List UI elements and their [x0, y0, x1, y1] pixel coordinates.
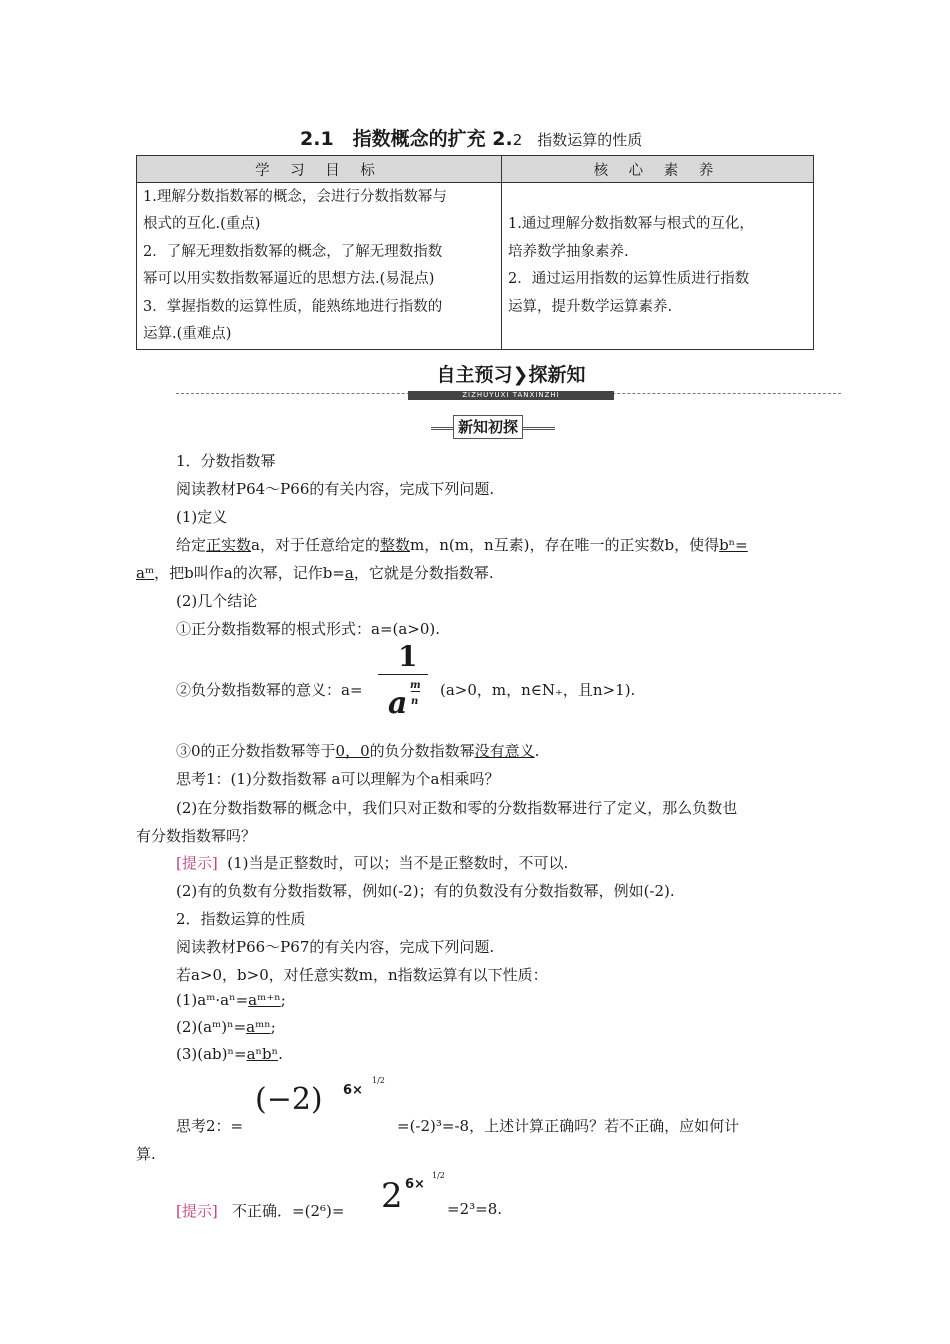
answer-base: 2 — [381, 1176, 403, 1216]
definition-line-2 — [136, 562, 494, 583]
blank-answer: bⁿ= — [719, 536, 748, 554]
text: ; — [280, 991, 286, 1009]
goal-line: 3．掌握指数的运算性质，能熟练地进行指数的 — [143, 298, 443, 315]
hint-1-part-2: (2)有的负数有分数指数幂，例如(-2)；有的负数没有分数指数幂，例如(-2). — [176, 882, 675, 900]
text: ，把b叫作a的次幂，记作b= — [154, 564, 345, 582]
property-1 — [176, 991, 286, 1009]
s1-conc-heading: (2)几个结论 — [176, 592, 258, 610]
think-1-part-2: (2)在分数指数幂的概念中，我们只对正数和零的分数指数幂进行了定义，那么负数也 — [176, 799, 738, 817]
answer-exponent: 6× — [405, 1177, 425, 1192]
answer-result: =2³=8. — [447, 1200, 503, 1218]
subsection-label — [431, 415, 555, 439]
think-2-label: 思考2：= — [176, 1117, 244, 1135]
fraction-formula — [378, 640, 428, 724]
blank-answer: 整数 — [379, 536, 410, 554]
text: . — [534, 742, 540, 760]
s1-read: 阅读教材P64～P66的有关内容，完成下列问题. — [176, 480, 495, 498]
exponent-m: m — [410, 680, 421, 691]
conclusion-1: ①正分数指数幂的根式形式：a=(a>0). — [176, 620, 441, 638]
text: (1)aᵐ·aⁿ= — [176, 991, 249, 1009]
power-exponent: 6× — [343, 1083, 363, 1098]
blank-answer: aᵐ⁺ⁿ — [248, 991, 281, 1009]
exponent-bar — [411, 691, 420, 692]
section-banner — [176, 360, 841, 400]
text: a，对于任意给定的 — [251, 536, 380, 554]
fraction-bar — [378, 674, 428, 675]
conclusion-2-cond: (a>0，m，n∈N₊，且n>1). — [440, 681, 636, 699]
text: . — [278, 1045, 283, 1063]
conclusion-3 — [176, 740, 539, 761]
goal-line: 运算.(重难点) — [143, 326, 232, 342]
goals-table — [136, 155, 814, 350]
fraction-numerator: 1 — [398, 640, 418, 673]
hint-text: (1)当是正整数时，可以；当不是正整数时，不可以. — [227, 854, 569, 872]
hint-1 — [176, 852, 568, 873]
text: m，n(m，n互素)，存在唯一的正实数b，使得 — [410, 536, 720, 554]
think-1: 思考1：(1)分数指数幂 a可以理解为个a相乘吗？ — [176, 770, 500, 788]
literacy-cell — [502, 183, 814, 350]
subsection-text: 新知初探 — [453, 415, 523, 439]
goals-cell — [137, 183, 502, 350]
text: ③0的正分数指数幂等于 — [176, 742, 336, 760]
hint-label: [提示] — [176, 854, 218, 872]
text: (2)(aᵐ)ⁿ= — [176, 1018, 247, 1036]
conclusion-2-text: ②负分数指数幂的意义：a= — [176, 681, 363, 699]
blank-answer: aᵐⁿ — [246, 1018, 271, 1036]
text: ; — [270, 1018, 276, 1036]
blank-answer: 0，0 — [335, 742, 370, 760]
s2-read: 阅读教材P66～P67的有关内容，完成下列问题. — [176, 938, 495, 956]
think-2-text: =(-2)³=-8，上述计算正确吗？若不正确，应如何计 — [397, 1117, 740, 1135]
think-2-cont: 算. — [136, 1145, 156, 1163]
text: ，它就是分数指数幂. — [353, 564, 494, 582]
text: (3)(ab)ⁿ= — [176, 1045, 247, 1063]
goals-header: 学 习 目 标 — [137, 156, 502, 183]
literacy-header: 核 心 素 养 — [502, 156, 814, 183]
blank-answer: 正实数 — [206, 536, 252, 554]
answer-exponent-fraction: 1/2 — [432, 1171, 445, 1180]
s1-heading: 1．分数指数幂 — [176, 452, 276, 470]
hint-label: [提示] — [176, 1202, 218, 1220]
power-exponent-fraction: 1/2 — [372, 1076, 385, 1085]
literacy-line: 1.通过理解分数指数幂与根式的互化， — [508, 216, 754, 232]
goal-line: 根式的互化.(重点) — [143, 216, 261, 232]
blank-answer: 没有意义 — [474, 742, 535, 760]
title-main: 2.1 指数概念的扩充 2. — [300, 128, 513, 150]
hint-text: 不正确．=(2⁶)= — [232, 1202, 345, 1220]
property-2 — [176, 1018, 276, 1036]
s2-condition: 若a>0，b>0，对任意实数m，n指数运算有以下性质： — [176, 966, 548, 984]
s1-def-heading: (1)定义 — [176, 508, 228, 526]
goal-line: 1.理解分数指数幂的概念，会进行分数指数幂与 — [143, 188, 447, 205]
page-title — [300, 124, 642, 151]
text: 给定 — [176, 536, 207, 554]
blank-answer: a — [344, 564, 354, 582]
blank-answer: aⁿbⁿ — [246, 1045, 279, 1063]
text: 的负分数指数幂 — [369, 742, 475, 760]
property-3 — [176, 1045, 283, 1063]
think-1-part-2-cont: 有分数指数幂吗？ — [136, 827, 257, 845]
hint-2 — [176, 1200, 344, 1221]
title-sub: 2 指数运算的性质 — [512, 131, 643, 149]
exponent-n: n — [411, 696, 419, 707]
literacy-line: 2．通过运用指数的运算性质进行指数 — [508, 271, 750, 287]
goal-line: 幂可以用实数指数幂逼近的思想方法.(易混点) — [143, 271, 435, 287]
goal-line: 2．了解无理数指数幂的概念，了解无理数指数 — [143, 243, 443, 260]
fraction-denominator: a — [388, 686, 408, 721]
definition-line-1 — [176, 534, 748, 555]
banner-title: 自主预习❯探新知 — [420, 360, 602, 390]
literacy-line: 培养数学抽象素养. — [508, 243, 629, 260]
power-base: (−2) — [255, 1082, 323, 1117]
literacy-line: 运算，提升数学运算素养. — [508, 298, 673, 315]
banner-pinyin: ZIZHUYUXI TANXINZHI — [408, 391, 614, 400]
blank-answer: aᵐ — [136, 564, 155, 582]
s2-heading: 2．指数运算的性质 — [176, 910, 306, 928]
